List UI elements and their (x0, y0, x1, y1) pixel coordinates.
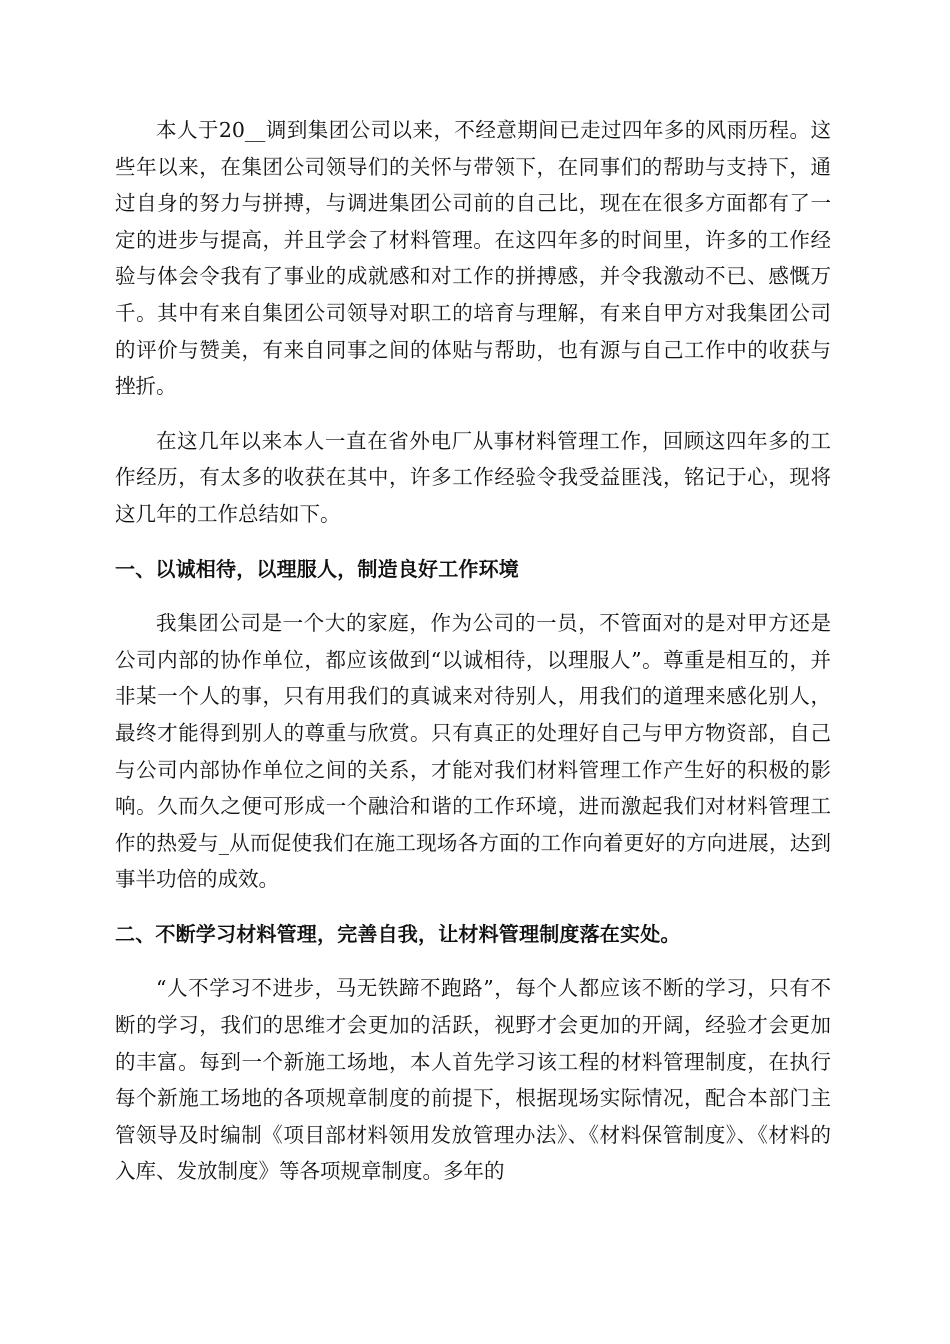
section-heading-2: 二、不断学习材料管理，完善自我，让材料管理制度落在实处。 (115, 921, 681, 946)
paragraph-overview: 在这几年以来本人一直在省外电厂从事材料管理工作，回顾这四年多的工作经历，有太多的收获在其中，许多工作经验令我受益匪浅，铭记于心，现将这几年的工作总结如下。 (115, 428, 831, 526)
section-heading-1: 一、以诚相待，以理服人，制造良好工作环境 (115, 556, 519, 581)
document-body (115, 112, 831, 1190)
paragraph-section-2: “人不学习不进步，马无铁蹄不跑路”，每个人都应该不断的学习，只有不断的学习，我们的思维才会更加的活跃，视野才会更加的开阔，经验才会更加的丰富。每到一个新施工场地，本人首先学习该工程的材料管理制度，在执行每个新施工场地的各项规章制度的前提下，根据现场实际情况，配合本部门主管领导及时编制《项目部材料领用发放管理办法》、《材料保管制度》、《材料的入库、发放制度》等各项规章制度。多年的 (115, 976, 831, 1184)
paragraph-intro: 本人于20__调到集团公司以来，不经意期间已走过四年多的风雨历程。这些年以来，在集团公司领导们的关怀与带领下，在同事们的帮助与支持下，通过自身的努力与拼搏，与调进集团公司前的自己比，现在在很多方面都有了一定的进步与提高，并且学会了材料管理。在这四年多的时间里，许多的工作经验与体会令我有了事业的成就感和对工作的拼搏感，并令我激动不已、感慨万千。其中有来自集团公司领导对职工的培育与理解，有来自甲方对我集团公司的评价与赞美，有来自同事之间的体贴与帮助，也有源与自己工作中的收获与挫折。 (115, 118, 831, 399)
paragraph-section-1: 我集团公司是一个大的家庭，作为公司的一员，不管面对的是对甲方还是公司内部的协作单位，都应该做到“以诚相待，以理服人”。尊重是相互的，并非某一个人的事，只有用我们的真诚来对待别人，用我们的道理来感化别人，最终才能得到别人的尊重与欣赏。只有真正的处理好自己与甲方物资部，自己与公司内部协作单位之间的关系，才能对我们材料管理工作产生好的积极的影响。久而久之便可形成一个融洽和谐的工作环境，进而激起我们对材料管理工作的热爱与_从而促使我们在施工现场各方面的工作向着更好的方向进展，达到事半功倍的成效。 (115, 611, 831, 892)
